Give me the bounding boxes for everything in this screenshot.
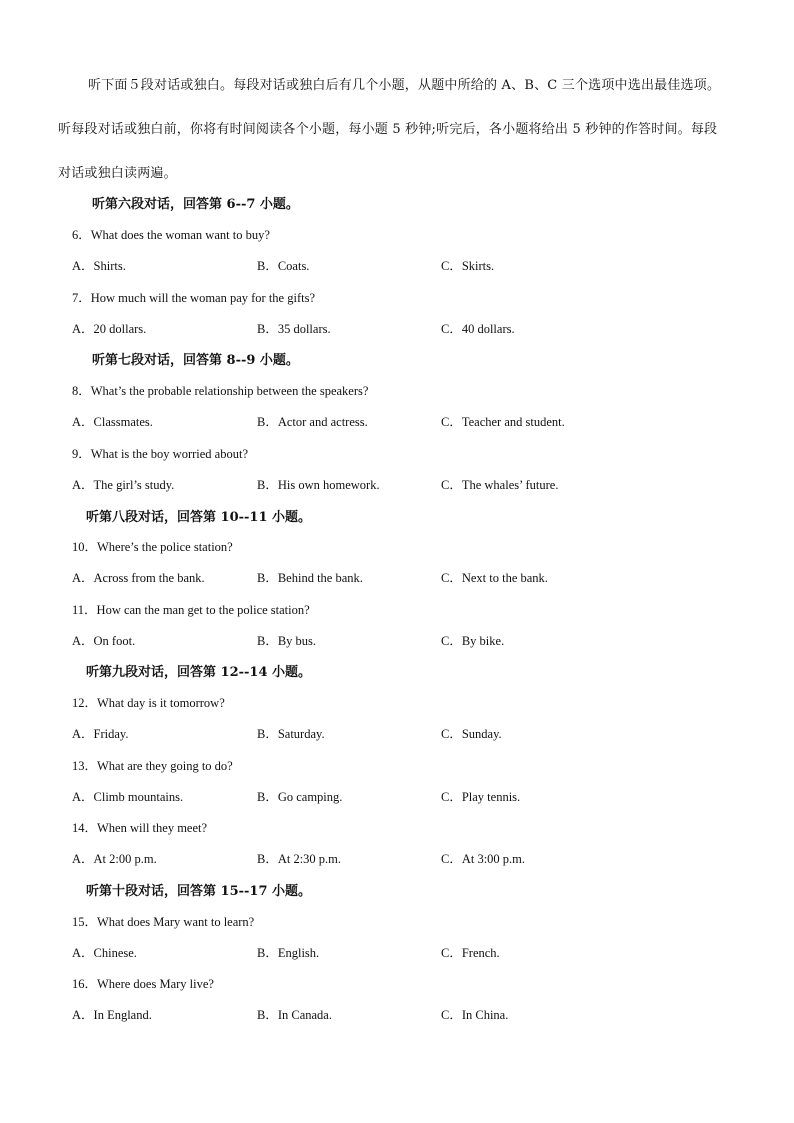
option-b: B．In Canada. [257, 1008, 332, 1022]
question-text: 12．What day is it tomorrow? [72, 696, 225, 710]
section-heading: 听第六段对话，回答第 6--7 小题。 [92, 197, 299, 212]
option-c: C．The whales’ future. [441, 478, 559, 492]
option-a: A．20 dollars. [72, 322, 147, 336]
option-a: A．In England. [72, 1008, 152, 1022]
section-heading: 听第十段对话，回答第 15--17 小题。 [86, 884, 312, 899]
question-text: 11．How can the man get to the police station? [72, 603, 310, 617]
question-text: 16．Where does Mary live? [72, 977, 214, 991]
option-a: A．Shirts. [72, 259, 126, 273]
question-text: 8．What’s the probable relationship between the speakers? [72, 384, 369, 398]
question-text: 15．What does Mary want to learn? [72, 915, 255, 929]
option-b: B．By bus. [257, 634, 317, 648]
option-c: C．French. [441, 946, 500, 960]
option-b: B．Coats. [257, 259, 310, 273]
option-c: C．By bike. [441, 634, 505, 648]
option-a: A．Across from the bank. [72, 571, 205, 585]
option-a: A．On foot. [72, 634, 136, 648]
section-heading: 听第九段对话，回答第 12--14 小题。 [86, 665, 312, 680]
option-a: A．Friday. [72, 727, 129, 741]
question-text: 6．What does the woman want to buy? [72, 228, 270, 242]
option-c: C．Play tennis. [441, 790, 521, 804]
option-a: A．Classmates. [72, 415, 153, 429]
option-a: A．At 2:00 p.m. [72, 852, 157, 866]
instructions-paragraph: 听下面５段对话或独白。每段对话或独白后有几个小题，从题中所给的 A、B、C 三个选项中选出最佳选项。听每段对话或独白前，你将有时间阅读各个小题，每小题 5 秒钟;听完后，各小题将给出 5 秒钟的作答时间。每段对话或独白读两遍。 [58, 78, 721, 181]
option-b: B．At 2:30 p.m. [257, 852, 342, 866]
section-heading: 听第八段对话，回答第 10--11 小题。 [86, 510, 312, 525]
option-c: C．40 dollars. [441, 322, 515, 336]
option-b: B．English. [257, 946, 320, 960]
option-c: C．At 3:00 p.m. [441, 852, 526, 866]
option-a: A．Chinese. [72, 946, 137, 960]
question-text: 10．Where’s the police station? [72, 540, 233, 554]
option-a: A．Climb mountains. [72, 790, 184, 804]
question-text: 7．How much will the woman pay for the gifts? [72, 291, 316, 305]
option-b: B．Saturday. [257, 727, 325, 741]
option-b: B．His own homework. [257, 478, 380, 492]
option-b: B．Actor and actress. [257, 415, 368, 429]
option-c: C．In China. [441, 1008, 509, 1022]
option-a: A．The girl’s study. [72, 478, 175, 492]
section-heading: 听第七段对话，回答第 8--9 小题。 [92, 353, 299, 368]
option-c: C．Next to the bank. [441, 571, 548, 585]
question-text: 9．What is the boy worried about? [72, 447, 248, 461]
option-c: C．Sunday. [441, 727, 502, 741]
option-b: B．Behind the bank. [257, 571, 363, 585]
option-c: C．Teacher and student. [441, 415, 565, 429]
option-b: B．35 dollars. [257, 322, 331, 336]
option-b: B．Go camping. [257, 790, 343, 804]
question-text: 14．When will they meet? [72, 821, 208, 835]
question-text: 13．What are they going to do? [72, 759, 233, 773]
option-c: C．Skirts. [441, 259, 495, 273]
